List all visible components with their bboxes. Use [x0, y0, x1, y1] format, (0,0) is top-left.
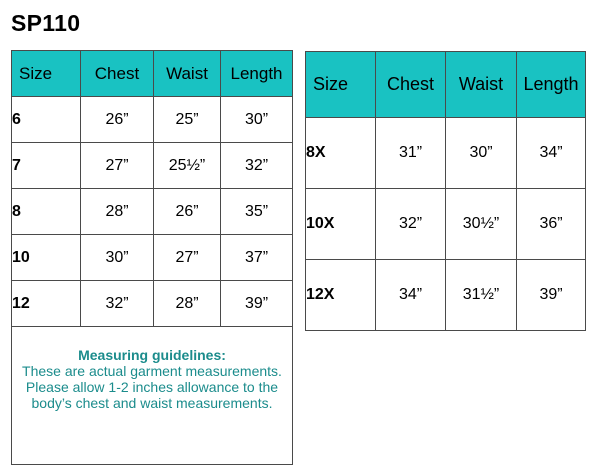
length-cell: 35”: [221, 189, 293, 235]
table-row: [12, 143, 293, 189]
note-body: These are actual garment measurements. Please allow 1-2 inches allowance to the body’s chest and waist measurements.: [22, 363, 282, 411]
chest-cell: 32”: [81, 281, 154, 327]
table-row: [306, 118, 586, 189]
table-row: [306, 260, 586, 331]
length-cell: 34”: [517, 118, 586, 189]
size-cell: 8X: [306, 118, 376, 189]
measuring-guidelines: [12, 327, 293, 465]
length-header: Length: [517, 52, 586, 118]
chest-header: Chest: [81, 51, 154, 97]
size-cell: 10X: [306, 189, 376, 260]
size-cell: 12: [12, 281, 81, 327]
table-row: [12, 281, 293, 327]
chest-cell: 31”: [376, 118, 446, 189]
waist-cell: 26”: [154, 189, 221, 235]
chest-cell: 30”: [81, 235, 154, 281]
header-row: [12, 51, 293, 97]
length-cell: 36”: [517, 189, 586, 260]
chest-cell: 32”: [376, 189, 446, 260]
waist-cell: 27”: [154, 235, 221, 281]
page-title: SP110: [11, 10, 81, 36]
length-cell: 37”: [221, 235, 293, 281]
waist-cell: 25½”: [154, 143, 221, 189]
length-cell: 32”: [221, 143, 293, 189]
waist-cell: 30”: [446, 118, 517, 189]
size-cell: 7: [12, 143, 81, 189]
length-header: Length: [221, 51, 293, 97]
length-cell: 39”: [517, 260, 586, 331]
chest-cell: 26”: [81, 97, 154, 143]
size-header: Size: [306, 52, 376, 118]
size-chart-left: [11, 50, 293, 465]
chest-cell: 34”: [376, 260, 446, 331]
note-row: [12, 327, 293, 465]
waist-cell: 30½”: [446, 189, 517, 260]
size-cell: 8: [12, 189, 81, 235]
waist-header: Waist: [154, 51, 221, 97]
size-cell: 10: [12, 235, 81, 281]
waist-cell: 28”: [154, 281, 221, 327]
size-chart-right: [305, 51, 586, 331]
chest-header: Chest: [376, 52, 446, 118]
table-row: [306, 189, 586, 260]
waist-cell: 25”: [154, 97, 221, 143]
size-cell: 6: [12, 97, 81, 143]
size-header: Size: [12, 51, 81, 97]
chest-cell: 28”: [81, 189, 154, 235]
size-cell: 12X: [306, 260, 376, 331]
table-row: [12, 235, 293, 281]
table-row: [12, 97, 293, 143]
waist-cell: 31½”: [446, 260, 517, 331]
header-row: [306, 52, 586, 118]
waist-header: Waist: [446, 52, 517, 118]
length-cell: 30”: [221, 97, 293, 143]
length-cell: 39”: [221, 281, 293, 327]
note-heading: Measuring guidelines:: [78, 347, 226, 363]
chest-cell: 27”: [81, 143, 154, 189]
table-row: [12, 189, 293, 235]
